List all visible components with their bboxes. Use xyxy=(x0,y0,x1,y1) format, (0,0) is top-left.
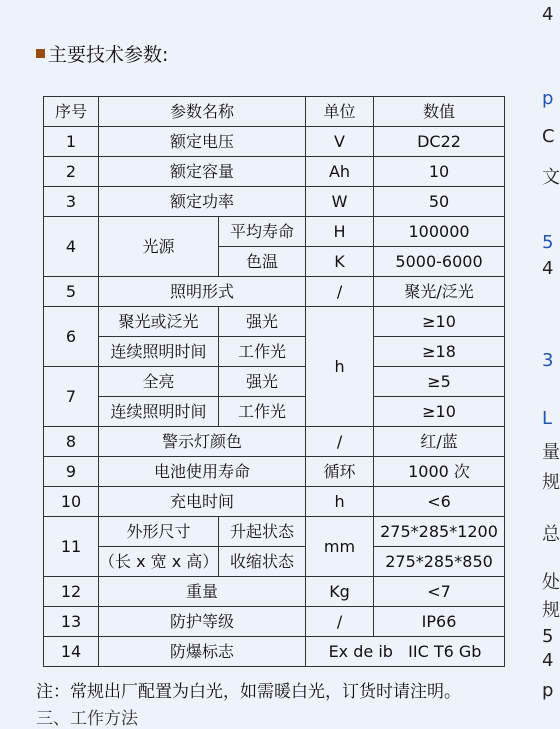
row-name-line2: 连续照明时间 xyxy=(99,337,219,367)
footnote: 注：常规出厂配置为白光，如需暖白光，订货时请注明。 xyxy=(36,682,461,702)
row-subname: 升起状态 xyxy=(219,517,306,547)
edge-char: C xyxy=(542,126,555,147)
row-subname: 色温 xyxy=(219,247,306,277)
row-value: ≥18 xyxy=(374,337,505,367)
row-no: 3 xyxy=(44,187,99,217)
row-subname: 工作光 xyxy=(219,337,306,367)
edge-char: 4 xyxy=(542,258,554,279)
row-unit: 循环 xyxy=(306,457,374,487)
row-unit: Ah xyxy=(306,157,374,187)
table-row xyxy=(44,637,505,667)
edge-char: 3 xyxy=(542,350,554,371)
table-row xyxy=(44,427,505,457)
table-row xyxy=(44,277,505,307)
edge-char: L xyxy=(542,408,553,429)
header-value: 数值 xyxy=(374,97,505,127)
row-name-line1: 外形尺寸 xyxy=(99,517,219,547)
lighting-time-unit: h xyxy=(306,307,374,427)
edge-char: 处 xyxy=(542,572,560,593)
row-unit: h xyxy=(306,487,374,517)
row-value: ≥5 xyxy=(374,367,505,397)
row-no: 7 xyxy=(44,367,99,427)
row-name: 充电时间 xyxy=(99,487,306,517)
row-name-line1: 全亮 xyxy=(99,367,219,397)
row-no: 8 xyxy=(44,427,99,457)
row-name-line2: 连续照明时间 xyxy=(99,397,219,427)
table-row xyxy=(44,577,505,607)
edge-char: 4 xyxy=(542,650,554,671)
edge-char: 5 xyxy=(542,626,554,647)
edge-char: 规 xyxy=(542,600,560,621)
row-no: 12 xyxy=(44,577,99,607)
row-unit: / xyxy=(306,277,374,307)
section-heading xyxy=(36,40,168,67)
edge-char: 总 xyxy=(542,524,560,545)
edge-char: 4 xyxy=(542,4,554,25)
row-no: 13 xyxy=(44,607,99,637)
row-name-line1: 聚光或泛光 xyxy=(99,307,219,337)
row-unit: H xyxy=(306,217,374,247)
edge-char: 文 xyxy=(542,167,560,188)
row-name: 重量 xyxy=(99,577,306,607)
square-bullet-icon xyxy=(36,49,45,58)
row-subname: 工作光 xyxy=(219,397,306,427)
row-name: 额定电压 xyxy=(99,127,306,157)
table-header-row xyxy=(44,97,505,127)
row-name: 电池使用寿命 xyxy=(99,457,306,487)
table-row xyxy=(44,607,505,637)
row-value: 红/蓝 xyxy=(374,427,505,457)
row-name: 防护等级 xyxy=(99,607,306,637)
row-name: 额定容量 xyxy=(99,157,306,187)
table-row xyxy=(44,157,505,187)
row-value: 275*285*850 xyxy=(374,547,505,577)
row-value: 50 xyxy=(374,187,505,217)
section-heading-text: 主要技术参数: xyxy=(48,44,169,66)
table-row xyxy=(44,517,505,547)
row-name-line2: （长 x 宽 x 高） xyxy=(99,547,219,577)
row-no: 6 xyxy=(44,307,99,367)
table-row xyxy=(44,217,505,247)
row-unit: V xyxy=(306,127,374,157)
row-name: 光源 xyxy=(99,217,219,277)
header-no: 序号 xyxy=(44,97,99,127)
row-value: 275*285*1200 xyxy=(374,517,505,547)
row-unit: K xyxy=(306,247,374,277)
row-name: 额定功率 xyxy=(99,187,306,217)
row-no: 2 xyxy=(44,157,99,187)
table-row xyxy=(44,547,505,577)
edge-char: 5 xyxy=(542,232,554,253)
header-unit: 单位 xyxy=(306,97,374,127)
row-no: 1 xyxy=(44,127,99,157)
table-row xyxy=(44,487,505,517)
row-no: 11 xyxy=(44,517,99,577)
row-no: 14 xyxy=(44,637,99,667)
row-no: 10 xyxy=(44,487,99,517)
row-value: 10 xyxy=(374,157,505,187)
right-edge-cut-text xyxy=(541,0,560,714)
row-value: ≥10 xyxy=(374,397,505,427)
table-row xyxy=(44,307,505,337)
row-value: ≥10 xyxy=(374,307,505,337)
row-value: 1000 次 xyxy=(374,457,505,487)
row-value: <6 xyxy=(374,487,505,517)
edge-char: 量 xyxy=(542,442,560,463)
header-name: 参数名称 xyxy=(99,97,306,127)
row-subname: 平均寿命 xyxy=(219,217,306,247)
table-row xyxy=(44,187,505,217)
row-value: IP66 xyxy=(374,607,505,637)
table-row xyxy=(44,397,505,427)
row-value: Ex de ib IIC T6 Gb xyxy=(306,637,505,667)
row-value: DC22 xyxy=(374,127,505,157)
table-row xyxy=(44,457,505,487)
row-unit: / xyxy=(306,607,374,637)
row-subname: 强光 xyxy=(219,307,306,337)
table-row xyxy=(44,367,505,397)
cut-off-next-heading: 三、工作方法 xyxy=(36,709,138,729)
row-value: 聚光/泛光 xyxy=(374,277,505,307)
row-unit: Kg xyxy=(306,577,374,607)
row-no: 4 xyxy=(44,217,99,277)
row-no: 5 xyxy=(44,277,99,307)
row-name: 防爆标志 xyxy=(99,637,306,667)
edge-char: p xyxy=(542,88,554,109)
table-row xyxy=(44,127,505,157)
table-row xyxy=(44,337,505,367)
row-subname: 强光 xyxy=(219,367,306,397)
row-value: <7 xyxy=(374,577,505,607)
row-value: 100000 xyxy=(374,217,505,247)
row-name: 警示灯颜色 xyxy=(99,427,306,457)
row-unit: W xyxy=(306,187,374,217)
technical-parameters-table xyxy=(43,96,505,667)
row-unit: mm xyxy=(306,517,374,577)
edge-char: 规 xyxy=(542,472,560,493)
row-unit: / xyxy=(306,427,374,457)
row-subname: 收缩状态 xyxy=(219,547,306,577)
edge-char: p xyxy=(542,680,554,701)
row-name: 照明形式 xyxy=(99,277,306,307)
row-value: 5000-6000 xyxy=(374,247,505,277)
row-no: 9 xyxy=(44,457,99,487)
